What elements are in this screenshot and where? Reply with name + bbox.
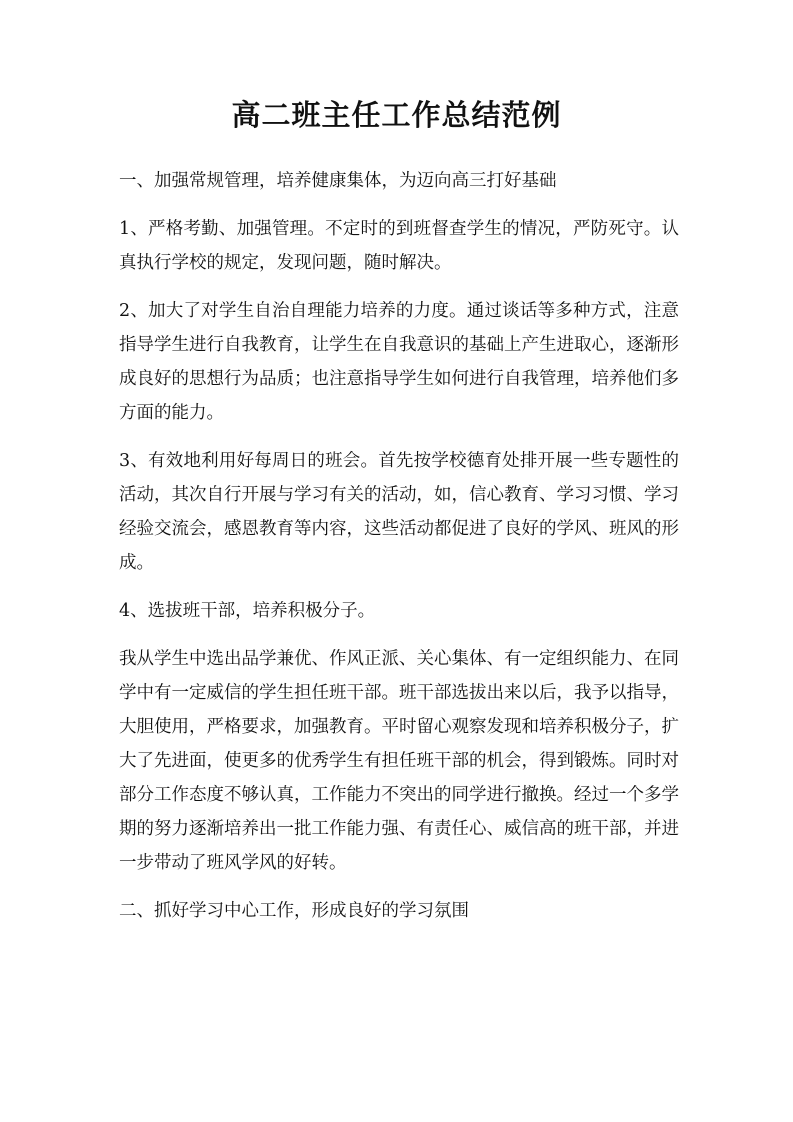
paragraph-item-4: 4、选拔班干部，培养积极分子。 [119, 601, 376, 621]
section-heading-2: 二、抓好学习中心工作，形成良好的学习氛围 [119, 901, 469, 921]
document-body [119, 164, 679, 942]
paragraph-body: 我从学生中选出品学兼优、作风正派、关心集体、有一定组织能力、在同学中有一定威信的学生担任班干部。班干部选拔出来以后，我予以指导，大胆使用，严格要求，加强教育。平时留心观察发现和培养积极分子，扩大了先进面，使更多的优秀学生有担任班干部的机会，得到锻炼。同时对部分工作态度不够认真，工作能力不突出的同学进行撤换。经过一个多学期的努力逐渐培养出一批工作能力强、有责任心、威信高的班干部，并进一步带动了班风学风的好转。 [119, 649, 679, 873]
paragraph-item-2: 2、加大了对学生自治自理能力培养的力度。通过谈话等多种方式，注意指导学生进行自我教育，让学生在自我意识的基础上产生进取心，逐渐形成良好的思想行为品质；也注意指导学生如何进行自我管理，培养他们多方面的能力。 [119, 301, 679, 423]
document-title: 高二班主任工作总结范例 [231, 98, 562, 132]
paragraph-item-3: 3、有效地利用好每周日的班会。首先按学校德育处排开展一些专题性的活动，其次自行开展与学习有关的活动，如，信心教育、学习习惯、学习经验交流会，感恩教育等内容，这些活动都促进了良好的学风、班风的形成。 [119, 451, 679, 573]
paragraph-item-1: 1、严格考勤、加强管理。不定时的到班督查学生的情况，严防死守。认真执行学校的规定，发现问题，随时解决。 [119, 219, 679, 273]
section-heading-1: 一、加强常规管理，培养健康集体，为迈向高三打好基础 [119, 171, 557, 191]
